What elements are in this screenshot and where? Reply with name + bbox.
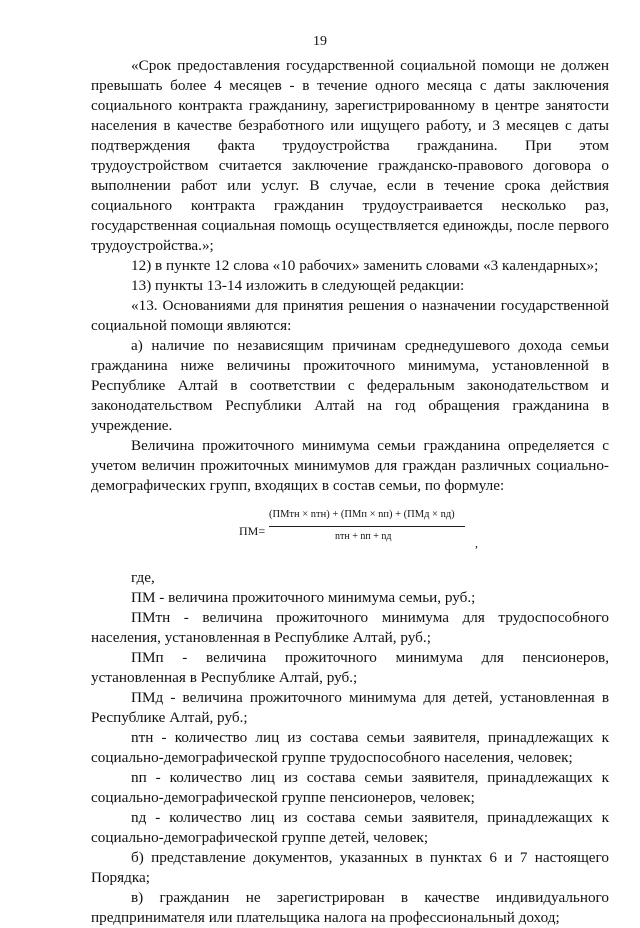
paragraph: 13) пункты 13-14 изложить в следующей редакции: xyxy=(131,277,465,294)
paragraph: 12) в пункте 12 слова «10 рабочих» заменить словами «3 календарных»; xyxy=(131,257,599,274)
paragraph-where: где, xyxy=(131,569,155,586)
page-number: 19 xyxy=(313,34,327,49)
paragraph: «13. Основаниями для принятия решения о назначении государственной социальной помощи являются: xyxy=(91,297,609,334)
formula-lhs: ПМ= xyxy=(239,524,266,538)
formula-denominator: nтн + nп + nд xyxy=(335,531,392,542)
formula-comma: , xyxy=(475,536,478,550)
paragraph: ПМп - величина прожиточного минимума для пенсионеров, установленная в Республике Алтай, руб.; xyxy=(91,649,609,686)
paragraph: Величина прожиточного минимума семьи гражданина определяется с учетом величин прожиточных минимумов для граждан различных социально-демографических групп, входящих в состав семьи, по формуле: xyxy=(91,437,609,494)
formula-fraction-bar xyxy=(269,526,465,527)
paragraph: nтн - количество лиц из состава семьи заявителя, принадлежащих к социально-демографической группе трудоспособного населения, человек; xyxy=(91,729,609,766)
formula-block xyxy=(91,500,609,568)
paragraph: а) наличие по независящим причинам среднедушевого дохода семьи гражданина ниже величины прожиточного минимума, установленной в Республике Алтай в соответствии с федеральным законодательством и законодательством Республики Алтай на год обращения гражданина в учреждение. xyxy=(91,337,609,434)
formula-numerator: (ПМтн × nтн) + (ПМп × nп) + (ПМд × nд) xyxy=(269,509,455,520)
paragraph: ПМд - величина прожиточного минимума для детей, установленная в Республике Алтай, руб.; xyxy=(91,689,609,726)
paragraph: ПМ - величина прожиточного минимума семьи, руб.; xyxy=(131,589,476,606)
paragraph: б) представление документов, указанных в пунктах 6 и 7 настоящего Порядка; xyxy=(91,849,609,886)
paragraph: ПМтн - величина прожиточного минимума для трудоспособного населения, установленная в Республике Алтай, руб.; xyxy=(91,609,609,646)
paragraph: «Срок предоставления государственной социальной помощи не должен превышать более 4 месяцев - в течение одного месяца с даты заключения социального контракта гражданину, зарегистрированному в центре занятости населения в качестве безработного или ищущего работу, и 3 месяцев с даты подтверждения факта трудоустройства гражданина. При этом трудоустройством считается заключение гражданско-правового договора о выполнении работ или услуг. В случае, если в течение срока действия социального контракта гражданин трудоустраивается несколько раз, государственная социальная помощь осуществляется единожды, после первого трудоустройства.»; xyxy=(91,57,609,254)
paragraph: в) гражданин не зарегистрирован в качестве индивидуального предпринимателя или плательщика налога на профессиональный доход; xyxy=(91,889,609,926)
document-body xyxy=(91,56,609,928)
paragraph: nд - количество лиц из состава семьи заявителя, принадлежащих к социально-демографической группе детей, человек; xyxy=(91,809,609,846)
paragraph: nп - количество лиц из состава семьи заявителя, принадлежащих к социально-демографической группе пенсионеров, человек; xyxy=(91,769,609,806)
